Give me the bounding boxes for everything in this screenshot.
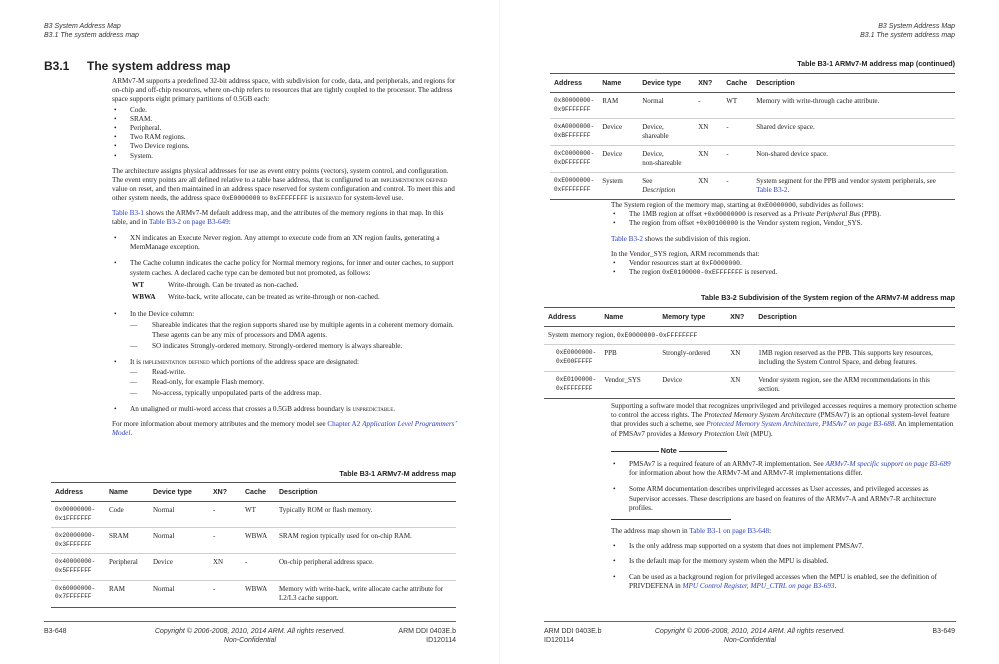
cache-cell: - [722,173,752,200]
address-cell: 0xE0000000- 0xE00FFFFF [544,345,600,372]
device-type-cell: Device [149,554,209,580]
address-cell: 0xE0000000- 0xFFFFFFFF [550,173,598,200]
system-region-paragraph: The System region of the memory map, starting at 0xE0000000, subdivides as follows: [611,201,864,209]
address-map-paragraph: The address map shown in Table B3-1 on page B3-648: [611,527,772,536]
note-item: • PMSAv7 is a required feature of an ARMv7-R implementation. See ARMv7-M specific support on page B3-689 for information about how the ARMv7-M and ARMv7-R implementations differ. [611,460,957,478]
footer-rule [544,621,956,622]
left-page [0,0,499,664]
address-map-table [51,482,456,608]
chapter-a2-link[interactable]: Chapter A2 Application Level Programmers’ Model [112,420,457,438]
subdivision-paragraph: Table B3-2 shows the subdivision of this region. [611,234,751,243]
table-b3-1-caption: Table B3-1 ARMv7-M address map [339,469,456,478]
vendor-paragraph: In the Vendor_SYS region, ARM recommends that: [611,249,760,258]
description-cell: 1MB region reserved as the PPB. This supports key resources, including the System Control Space, and debug features. [754,345,955,372]
cache-cell: WT [722,93,752,119]
list-item: • Can be used as a background region for privileged accesses when the MPU is enabled, see the definition of PRIVDEFENA in MPU Control Register, MPU_CTRL on page B3-693. [611,573,957,591]
cache-bullet: • The Cache column indicates the cache policy for Normal memory regions, for inner and outer caches, to support system caches. A declared cache type can be demoted but not promoted, as follows: [112,259,458,277]
description-cell: SRAM region typically used for on-chip RAM. [275,528,456,554]
xn-cell: XN [694,146,722,173]
table-row [51,502,456,528]
xn-cell: XN [694,119,722,146]
table-row [544,372,955,399]
list-item: • Is the default map for the memory system when the MPU is disabled. [611,557,957,566]
xn-cell: - [694,93,722,119]
footer-rule [44,621,456,622]
device-dash-item: — SO indicates Strongly-ordered memory. Strongly-ordered memory is always shareable. [112,342,458,351]
table-row [51,554,456,580]
name-cell: Peripheral [105,554,149,580]
running-header [860,22,955,40]
table-b3-2-link[interactable]: Table B3-2 on page B3-649 [149,217,229,226]
address-cell: 0x20000000- 0x3FFFFFFF [51,528,105,554]
implementation-dash-item: — No-access, typically unpopulated parts of the address map. [112,389,458,398]
header-section: B3.1 The system address map [44,32,139,39]
footer-copyright: Copyright © 2006-2008, 2010, 2014 ARM. All rights reserved. Non-Confidential [654,628,846,644]
implementation-dash-item: — Read-write. [112,368,458,377]
description-cell: Non-shared device space. [752,146,955,173]
device-type-cell: Normal [149,502,209,528]
table-row [550,173,955,200]
table-row [51,580,456,607]
table-row [550,119,955,146]
cache-cell: - [722,146,752,173]
address-cell: 0xE0100000- 0xFFFFFFFF [544,372,600,399]
table-b3-1-continued-caption: Table B3-1 ARMv7-M address map (continued) [797,59,955,68]
system-region-block [611,201,957,277]
cache-cell: WBWA [241,580,275,607]
page-number: B3-648 [44,628,67,635]
name-cell: Device [598,119,638,146]
description-cell: Shared device space. [752,119,955,146]
address-cell: 0xA0000000- 0xBFFFFFFF [550,119,598,146]
description-cell: Vendor system region, see the ARM recommendations in this section. [754,372,955,399]
definition-row: WBWA Write-back, write allocate, can be treated as write-through or non-cached. [132,293,380,302]
memory-type-cell: Strongly-ordered [658,345,726,372]
xn-cell: - [209,580,241,607]
list-item: • The 1MB region at offset +0x00000000 is reserved as a Private Peripheral Bus (PPB). [611,210,957,219]
xn-cell: XN [726,372,754,399]
list-item: • Vendor resources start at 0xF0000000. [611,259,957,268]
table-span-row: System memory region, 0xE0000000-0xFFFFFFFF [544,327,955,345]
description-cell: Memory with write-through cache attribute. [752,93,955,119]
address-map-table-continued [550,73,955,200]
name-cell: Code [105,502,149,528]
footer-document-id: ARM DDI 0403E.b ID120114 [544,628,602,644]
table-row [550,146,955,173]
definition-row: WT Write-through. Can be treated as non-cached. [132,280,299,289]
description-cell: System segment for the PPB and vendor system peripherals, see Table B3-2. [752,173,955,200]
address-cell: 0x80000000- 0x9FFFFFFF [550,93,598,119]
table-b3-2-link[interactable]: Table B3-2 [756,186,788,195]
xn-cell: XN [209,554,241,580]
header-chapter: B3 System Address Map [878,23,955,30]
name-cell: SRAM [105,528,149,554]
name-cell: PPB [600,345,658,372]
description-cell: Typically ROM or flash memory. [275,502,456,528]
page-number: B3-649 [932,628,955,635]
device-type-cell: Device, non-shareable [638,146,694,173]
table-header-row: Address Name Device type XN? Cache Description [550,74,955,93]
cache-cell: WBWA [241,528,275,554]
note-title: Note [660,445,677,455]
note-rule [679,451,727,452]
pmsa-block [611,402,957,591]
address-cell: 0x00000000- 0x1FFFFFFF [51,502,105,528]
name-cell: Vendor_SYS [600,372,658,399]
section-number: B3.1 [44,59,70,73]
pmsav7-link[interactable]: Protected Memory System Architecture, PMSAv7 on page B3-688 [706,420,895,429]
xn-cell: XN [694,173,722,200]
armv7m-specific-support-link[interactable]: ARMv7-M specific support on page B3-689 [825,460,951,469]
table-b3-1-link[interactable]: Table B3-1 [112,208,145,217]
table-b3-2-caption: Table B3-2 Subdivision of the System region of the ARMv7-M address map [700,293,955,302]
name-cell: RAM [105,580,149,607]
address-cell: 0xC0000000- 0xDFFFFFFF [550,146,598,173]
name-cell: Device [598,146,638,173]
table-row [51,528,456,554]
list-item: • The region from offset +0x00100000 is the Vendor system region, Vendor_SYS. [611,219,957,228]
xn-bullet: • XN indicates an Execute Never region. Any attempt to execute code from an XN region faults, generating a MemManage exception. [112,234,458,252]
more-info-paragraph: For more information about memory attributes and the memory model see Chapter A2 Application Level Programmers’ Model. [112,420,457,438]
note-rule [611,451,659,452]
table-b3-1-link[interactable]: Table B3-1 on page B3-648 [689,527,770,536]
header-chapter: B3 System Address Map [44,23,121,30]
list-item: • System. [112,152,458,161]
section-title: The system address map [87,59,231,73]
right-page [500,0,999,664]
intro-block [112,77,458,439]
device-type-cell: Normal [149,580,209,607]
implementation-bullet: • It is implementation defined which portions of the address space are designated: [112,358,458,367]
list-item: • SRAM. [112,115,458,124]
address-cell: 0x40000000- 0x5FFFFFFF [51,554,105,580]
note-heading [611,446,957,456]
list-item: • Two RAM regions. [112,133,458,142]
architecture-paragraph: The architecture assigns physical addresses for use as event entry points (vectors), system control, and configuration. The event entry points are all defined relative to a table base address, that is configured to an implementation defined value on reset, and then maintained in an address space reserved for system configuration and control. To meet this and other system needs, the address space 0xE0000000 to 0xFFFFFFFF is reserved for system-level use. [112,166,455,203]
device-bullet: • In the Device column: [112,310,458,319]
partition-list [112,106,458,161]
xn-cell: - [209,528,241,554]
intro-paragraph: ARMv7-M supports a predefined 32-bit address space, with subdivision for code, data, and peripherals, and regions for on-chip and off-chip resources, where on-chip refers to resources that are tightly coupled to the processor. The address space supports eight primary partitions of 0.5GB each: [112,77,456,104]
table-header-row: Address Name Memory type XN? Description [544,308,955,327]
device-dash-item: — Shareable indicates that the region supports shared use by multiple agents in a coherent memory domain. These agents can be any mix of processors and DMA agents. [112,321,458,339]
unaligned-bullet: • An unaligned or multi-word access that crosses a 0.5GB address boundary is unpredictable. [112,405,458,414]
table-row [544,345,955,372]
description-cell: Memory with write-back, write allocate cache attribute for L2/L3 cache support. [275,580,456,607]
xn-cell: XN [726,345,754,372]
description-cell: On-chip peripheral address space. [275,554,456,580]
table-b3-2-link[interactable]: Table B3-2 [611,234,644,243]
system-region-table [544,307,955,399]
pmsa-paragraph: Supporting a software model that recognizes unprivileged and privileged accesses requires a memory protection scheme to control the access rights. The Protected Memory System Architecture (PMSAv7) is an optional system-level feature that provides such a scheme, see Protected Memory System Architecture, PMSAv7 on page B3-688. An implementation of PMSAv7 provides a Memory Protection Unit (MPU). [611,402,957,438]
device-type-cell: Normal [149,528,209,554]
address-cell: 0x60000000- 0x7FFFFFFF [51,580,105,607]
cache-cell: - [722,119,752,146]
table-reference-paragraph: Table B3-1 shows the ARMv7-M default address map, and the attributes of the memory regions in that map. In this table, and in Table B3-2 on page B3-649: [112,208,444,226]
header-section: B3.1 The system address map [860,32,955,39]
list-item: • Code. [112,106,458,115]
device-type-cell: See Description [638,173,694,200]
memory-type-cell: Device [658,372,726,399]
table-row [550,93,955,119]
note-item: • Some ARM documentation describes unprivileged accesses as User accesses, and privileged accesses as Supervisor accesses. These descriptions are based on features of the ARMv7-A and ARMv7-R architecture profiles. [611,485,957,513]
name-cell: System [598,173,638,200]
note-end-rule [611,519,731,520]
cache-definitions [112,281,458,302]
cache-cell: - [241,554,275,580]
mpu-ctrl-link[interactable]: MPU Control Register, MPU_CTRL on page B3-693 [682,581,835,590]
implementation-dash-item: — Read-only, for example Flash memory. [112,378,458,387]
table-header-row: Address Name Device type XN? Cache Description [51,483,456,502]
name-cell: RAM [598,93,638,119]
list-item: • Two Device regions. [112,142,458,151]
device-type-cell: Normal [638,93,694,119]
list-item: • Peripheral. [112,124,458,133]
device-type-cell: Device, shareable [638,119,694,146]
xn-cell: - [209,502,241,528]
footer-document-id: ARM DDI 0403E.b ID120114 [398,628,456,644]
running-header [44,22,139,40]
list-item: • The region 0xE0100000-0xEFFFFFFF is reserved. [611,268,957,277]
footer-copyright: Copyright © 2006-2008, 2010, 2014 ARM. All rights reserved. Non-Confidential [154,628,346,644]
cache-cell: WT [241,502,275,528]
list-item: • Is the only address map supported on a system that does not implement PMSAv7. [611,542,957,551]
